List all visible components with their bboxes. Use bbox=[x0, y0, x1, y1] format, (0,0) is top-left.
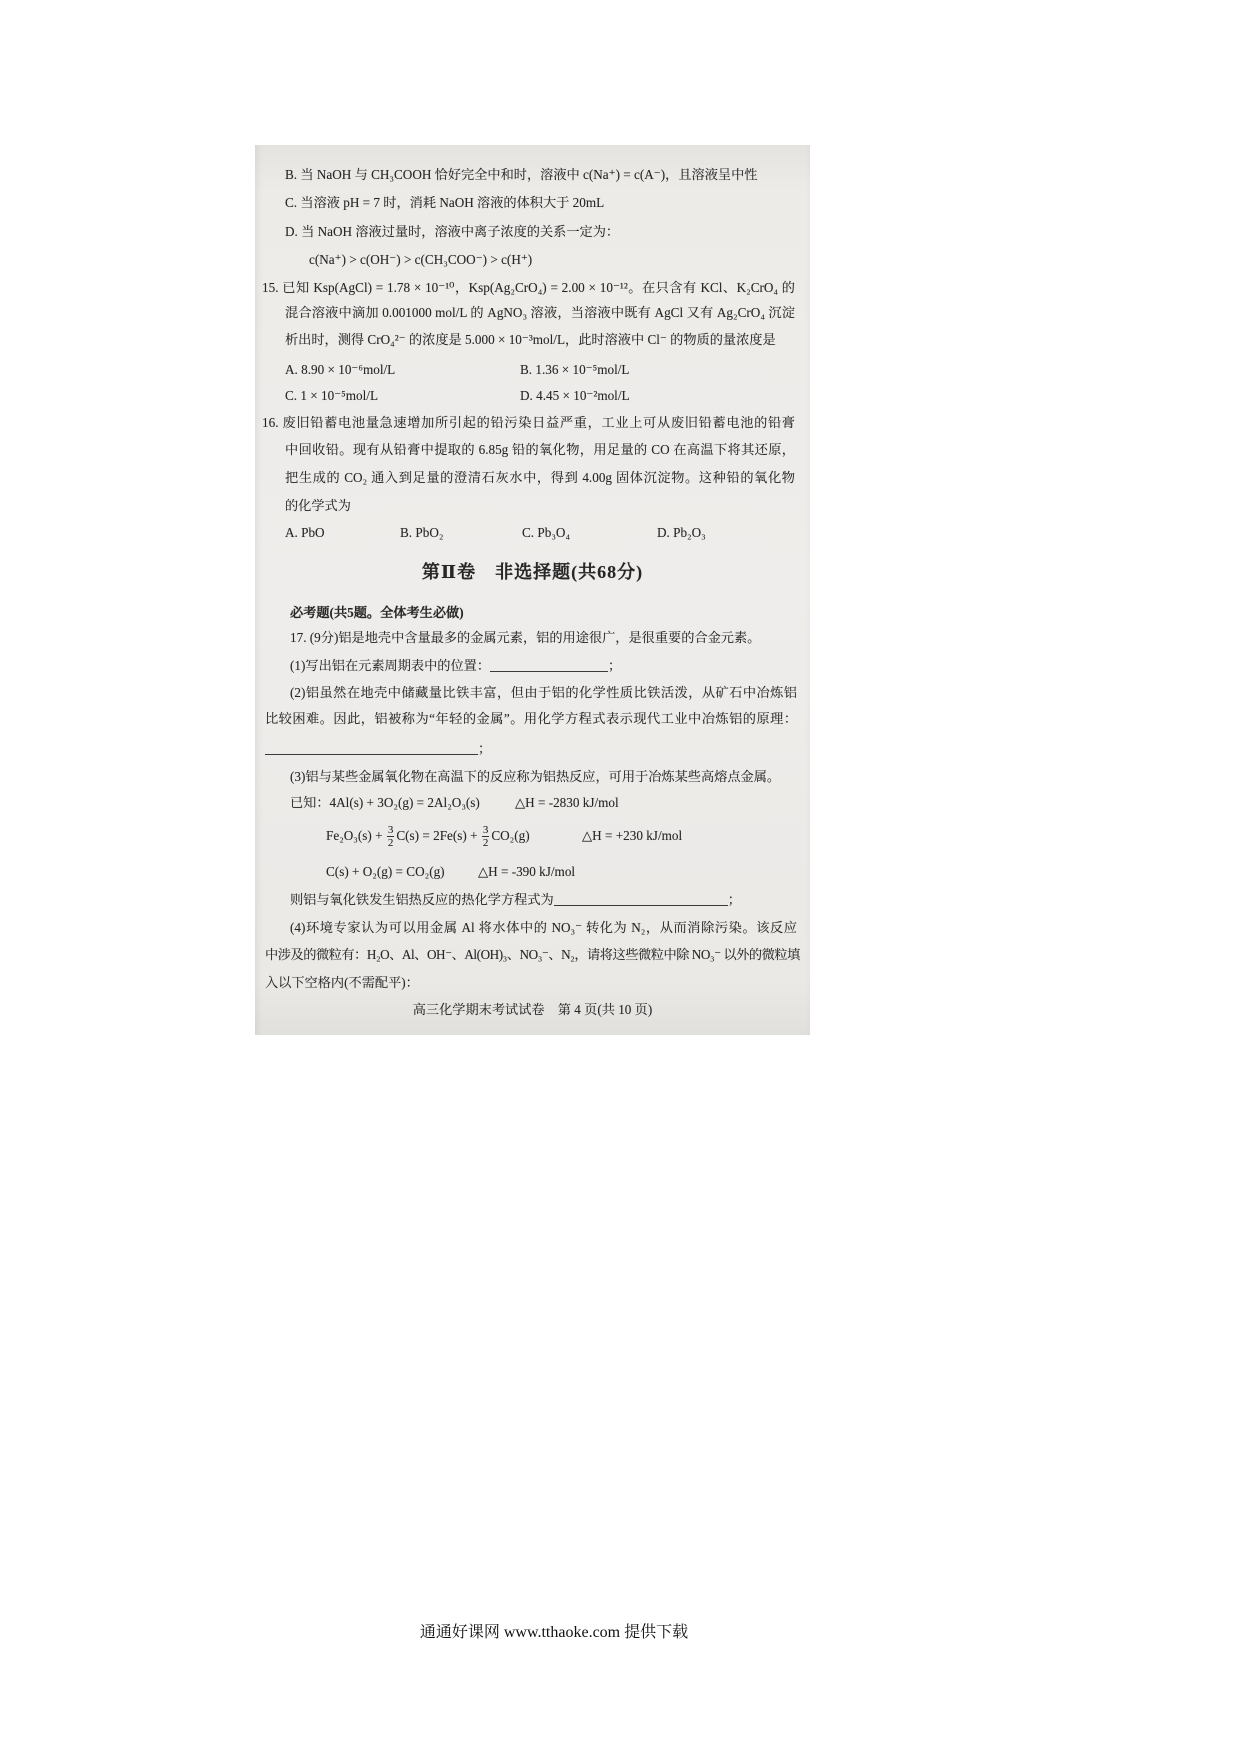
q17-part2-answer bbox=[265, 740, 491, 758]
q17-part1 bbox=[290, 657, 621, 675]
section-title: 第Ⅱ卷 非选择题(共68分) bbox=[421, 562, 644, 582]
equation-product-part: CO₂(g) bbox=[491, 828, 530, 843]
equation-reactant-part: Fe₂O₃(s) + bbox=[326, 828, 386, 843]
fraction-numerator: 3 bbox=[387, 824, 394, 837]
q16-option-a: A. PbO bbox=[285, 525, 325, 540]
q16-option-b: B. PbO₂ bbox=[400, 525, 444, 540]
thermo-equation-2 bbox=[326, 822, 530, 850]
q17-part4-line-3: 入以下空格内(不需配平)： bbox=[265, 975, 419, 990]
answer-blank bbox=[554, 893, 728, 906]
q17-part3-end: ； bbox=[727, 892, 741, 907]
thermo-equation-1: 已知：4Al(s) + 3O₂(g) = 2Al₂O₃(s) bbox=[290, 795, 480, 810]
q17-part2-line-1: (2)铝虽然在地壳中储藏量比铁丰富，但由于铝的化学性质比铁活泼，从矿石中冶炼铝 bbox=[290, 685, 797, 700]
q15-option-d: D. 4.45 × 10⁻²mol/L bbox=[520, 388, 630, 403]
q15-stem-line-3: 析出时，测得 CrO₄²⁻ 的浓度是 5.000 × 10⁻³mol/L，此时溶液中 Cl⁻ 的物质的量浓度是 bbox=[285, 332, 776, 347]
fraction-denominator: 2 bbox=[482, 837, 489, 850]
fraction-coefficient bbox=[387, 824, 395, 849]
scanned-exam-page bbox=[255, 145, 810, 1035]
q15-stem-line-2: 混合溶液中滴加 0.001000 mol/L 的 AgNO₃ 溶液，当溶液中既有 AgCl 又有 Ag₂CrO₄ 沉淀 bbox=[285, 305, 795, 320]
answer-blank bbox=[265, 742, 478, 755]
q16-stem-line-4: 的化学式为 bbox=[285, 498, 351, 513]
q15-stem-line-1: 15. 已知 Ksp(AgCl) = 1.78 × 10⁻¹⁰，Ksp(Ag₂CrO₄) = 2.00 × 10⁻¹²。在只含有 KCl、K₂CrO₄ 的 bbox=[262, 280, 795, 295]
q17-part2-line-2: 比较困难。因此，铝被称为“年轻的金属”。用化学方程式表示现代工业中冶炼铝的原理： bbox=[265, 711, 797, 726]
q17-part2-end: ； bbox=[478, 741, 492, 756]
equation-middle-part: C(s) = 2Fe(s) + bbox=[396, 828, 481, 843]
q15-option-b: B. 1.36 × 10⁻⁵mol/L bbox=[520, 362, 630, 377]
q17-part1-end: ； bbox=[608, 658, 622, 673]
q16-stem-line-3: 把生成的 CO₂ 通入到足量的澄清石灰水中，得到 4.00g 固体沉淀物。这种铅的氧化物 bbox=[285, 470, 795, 485]
required-questions-note: 必考题(共5题。全体考生必做) bbox=[290, 605, 464, 620]
thermo-equation-3: C(s) + O₂(g) = CO₂(g) bbox=[326, 864, 445, 879]
site-footer: 通通好课网 www.tthaoke.com 提供下载 bbox=[419, 1624, 689, 1641]
fraction-numerator: 3 bbox=[482, 824, 489, 837]
q14-option-b: B. 当 NaOH 与 CH₃COOH 恰好完全中和时，溶液中 c(Na⁺) = c(A⁻)，且溶液呈中性 bbox=[285, 167, 758, 182]
answer-blank bbox=[490, 659, 608, 672]
fraction-coefficient bbox=[482, 824, 490, 849]
enthalpy-change-2: △H = +230 kJ/mol bbox=[582, 828, 683, 843]
q16-option-d: D. Pb₂O₃ bbox=[657, 525, 706, 540]
q17-part3-prompt: 则铝与氧化铁发生铝热反应的热化学方程式为 bbox=[290, 892, 554, 907]
q17-part3-line-1: (3)铝与某些金属氧化物在高温下的反应称为铝热反应，可用于冶炼某些高熔点金属。 bbox=[290, 769, 781, 784]
q14-option-c: C. 当溶液 pH = 7 时，消耗 NaOH 溶液的体积大于 20mL bbox=[285, 195, 605, 210]
q17-part3-question bbox=[290, 891, 741, 909]
fraction-denominator: 2 bbox=[387, 837, 394, 850]
q16-stem-line-1: 16. 废旧铅蓄电池量急速增加所引起的铅污染日益严重，工业上可从废旧铅蓄电池的铅膏 bbox=[262, 415, 795, 430]
q14-option-d-relation: c(Na⁺) > c(OH⁻) > c(CH₃COO⁻) > c(H⁺) bbox=[309, 252, 533, 267]
q16-option-c: C. Pb₃O₄ bbox=[522, 525, 571, 540]
scan-page-footer: 高三化学期末考试试卷 第 4 页(共 10 页) bbox=[412, 1002, 653, 1017]
q15-option-a: A. 8.90 × 10⁻⁶mol/L bbox=[285, 362, 396, 377]
enthalpy-change-3: △H = -390 kJ/mol bbox=[478, 864, 576, 879]
q17-part4-line-2: 中涉及的微粒有：H₂O、Al、OH⁻、Al(OH)₃、NO₃⁻、N₂，请将这些微粒中除 NO₃⁻ 以外的微粒填 bbox=[265, 947, 800, 962]
q16-stem-line-2: 中回收铅。现有从铅膏中提取的 6.85g 铅的氧化物，用足量的 CO 在高温下将其还原， bbox=[285, 442, 795, 457]
q15-option-c: C. 1 × 10⁻⁵mol/L bbox=[285, 388, 378, 403]
q17-part4-line-1: (4)环境专家认为可以用金属 Al 将水体中的 NO₃⁻ 转化为 N₂，从而消除污染。该反应 bbox=[290, 920, 797, 935]
q17-part1-prompt: (1)写出铝在元素周期表中的位置： bbox=[290, 658, 491, 673]
q14-option-d: D. 当 NaOH 溶液过量时，溶液中离子浓度的关系一定为： bbox=[285, 224, 620, 239]
enthalpy-change-1: △H = -2830 kJ/mol bbox=[515, 795, 619, 810]
q17-stem: 17. (9分)铝是地壳中含量最多的金属元素，铝的用途很广，是很重要的合金元素。 bbox=[290, 630, 761, 645]
